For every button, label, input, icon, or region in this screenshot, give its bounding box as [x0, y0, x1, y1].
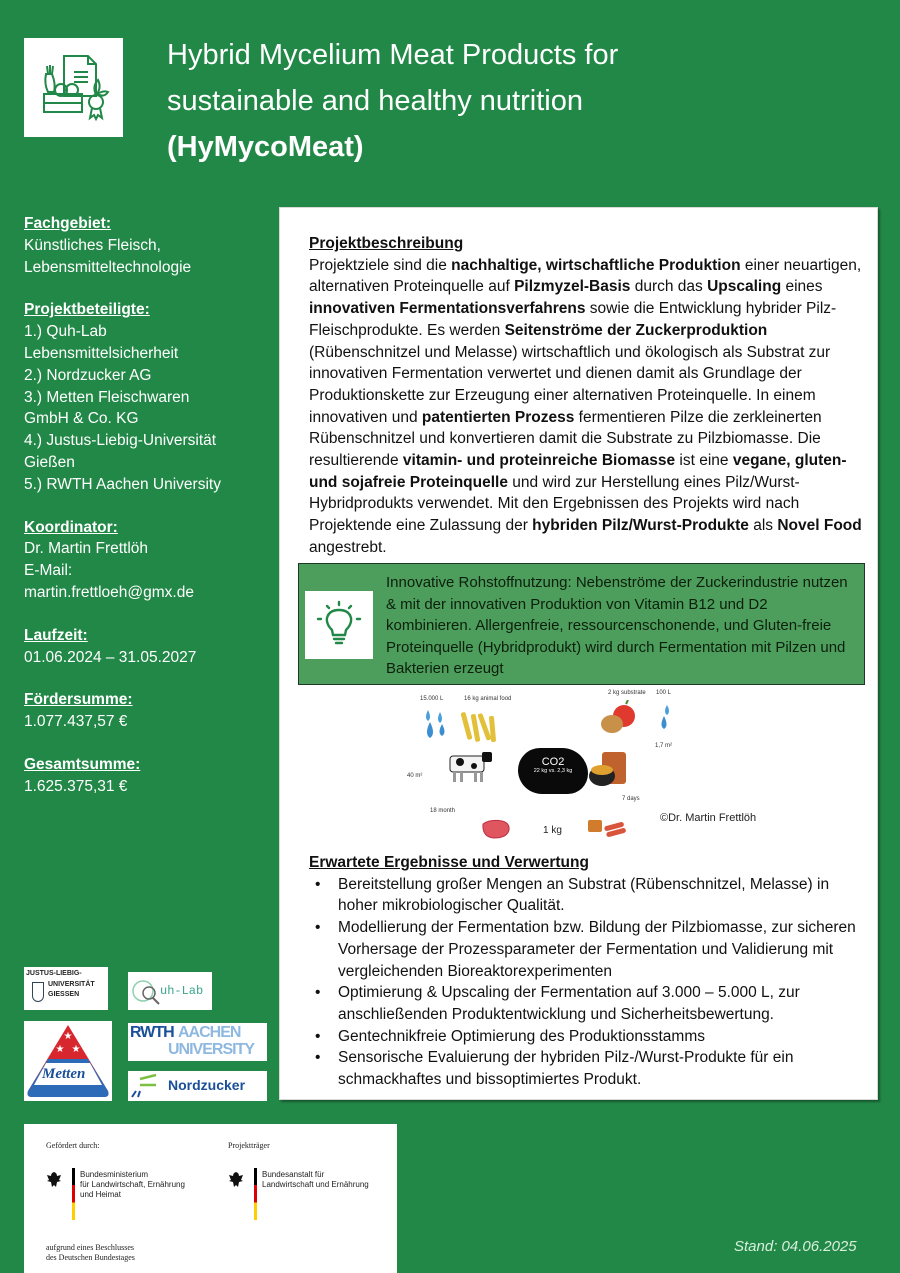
- metten-logo: [24, 1021, 112, 1101]
- foerdersumme-heading: Fördersumme:: [24, 691, 133, 709]
- partner-line: 3.) Metten Fleischwaren: [24, 388, 190, 406]
- body-text: (Rübenschnitzel und Melasse) wirtschaftlich und ökologisch als Substrat zur innovativen Fermentation verwertet und dienen damit als Grundlage der Produktionskette zur Erzeugung einer alternativen Proteinquelle. In einem innovativen und: [309, 343, 831, 426]
- foerdersumme-value: 1.077.437,57 €: [24, 713, 128, 731]
- laufzeit-heading: Laufzeit:: [24, 626, 88, 644]
- fungi-area-label: 1,7 m²: [655, 743, 673, 749]
- emphasis-text: Seitenströme der Zuckerproduktion: [504, 321, 768, 339]
- beteiligte-section: [24, 299, 274, 495]
- description-body: [309, 255, 869, 559]
- status-date: Stand: 04.06.2025: [734, 1238, 857, 1255]
- fachgebiet-line: Künstliches Fleisch,: [24, 236, 161, 254]
- body-text: durch das: [630, 278, 708, 296]
- jlu-line-1: JUSTUS-LIEBIG-: [26, 970, 82, 977]
- innovation-callout: [298, 563, 865, 685]
- water-drops-icon: [658, 704, 672, 730]
- substrate-apple-icon: [598, 700, 638, 736]
- fungi-substrate-label: 2 kg substrate: [608, 690, 646, 696]
- cow-time-label: 18 month: [430, 808, 456, 814]
- resource-comparison-infographic: [390, 688, 770, 848]
- partner-line: Lebensmittelsicherheit: [24, 344, 179, 362]
- projekttraeger-label: Projektträger: [228, 1141, 270, 1150]
- title-line-2: sustainable and healthy nutrition: [167, 85, 583, 117]
- result-item: • Gentechnikfreie Optimierung des Produktionsstamms: [309, 1026, 869, 1048]
- result-item: • Sensorische Evaluierung der hybriden Pilz-/Wurst-Produkte für ein schmackhaftes und bissoptimiertes Produkt.: [309, 1047, 869, 1090]
- fermenter-icon: [586, 750, 632, 792]
- apple-magnifier-icon: [131, 976, 161, 1006]
- ministry-line-2: für Landwirtschaft, Ernährung: [80, 1180, 185, 1189]
- emphasis-text: Novel Food: [777, 517, 862, 535]
- email-link[interactable]: martin.frettloeh@gmx.de: [24, 583, 194, 601]
- jlu-line-2: UNIVERSITÄT: [48, 981, 95, 988]
- beschluss-line-1: aufgrund eines Beschlusses: [46, 1243, 134, 1252]
- rwth-aachen-logo: [128, 1023, 267, 1061]
- body-text: angestrebt.: [309, 538, 387, 556]
- jlu-line-3: GIESSEN: [48, 991, 80, 998]
- partner-line: 4.) Justus-Liebig-Universität: [24, 432, 217, 450]
- svg-text:★: ★: [63, 1031, 73, 1042]
- body-text: fermentieren Pilze die zerkleinerten Rübenschnitzel und konvertieren damit die Substrate zu Pilzbiomasse. Die resultierende: [309, 408, 822, 470]
- co2-title: CO2: [541, 756, 565, 768]
- infographic-copyright: ©Dr. Martin Frettlöh: [660, 812, 757, 824]
- nordzucker-rays-icon: [130, 1073, 158, 1099]
- cow-area-label: 40 m²: [407, 773, 423, 779]
- partner-logos: [24, 967, 270, 1102]
- agency-line-2: Landwirtschaft und Ernährung: [262, 1180, 369, 1189]
- jlu-giessen-logo: [24, 967, 108, 1010]
- laufzeit-section: [24, 625, 274, 669]
- gesamtsumme-value: 1.625.375,31 €: [24, 777, 128, 795]
- description-heading: Projektbeschreibung: [309, 235, 464, 252]
- project-description: [309, 233, 869, 559]
- title-acronym: (HyMycoMeat): [167, 131, 364, 163]
- funding-box: [24, 1124, 397, 1273]
- university-text: UNIVERSITY: [168, 1041, 255, 1058]
- body-text: als: [748, 517, 778, 535]
- beschluss-line-2: des Deutschen Bundestages: [46, 1253, 135, 1262]
- emphasis-text: nachhaltige, wirtschaftliche Produktion: [451, 256, 741, 274]
- foerdersumme-section: [24, 689, 274, 733]
- partner-line: Gießen: [24, 453, 75, 471]
- cow-icon: [446, 748, 496, 784]
- results-heading: Erwartete Ergebnisse und Verwertung: [309, 854, 589, 871]
- cow-water-label: 15.000 L: [420, 696, 444, 702]
- co2-comparison: 22 kg vs. 2,3 kg: [533, 768, 573, 774]
- gesamtsumme-section: [24, 754, 274, 798]
- emphasis-text: innovativen Fermentationsverfahrens: [309, 300, 586, 318]
- fachgebiet-line: Lebensmitteltechnologie: [24, 258, 192, 276]
- aachen-text: AACHEN: [178, 1024, 241, 1041]
- fungi-water-label: 100 L: [656, 690, 672, 696]
- sausage-product-icon: [586, 816, 628, 838]
- emphasis-text: hybriden Pilz/Wurst-Produkte: [532, 517, 749, 535]
- fachgebiet-heading: Fachgebiet:: [24, 215, 111, 232]
- expected-results: [309, 852, 869, 1091]
- grain-feed-icon: [460, 708, 500, 748]
- jlu-shield-icon: [32, 982, 44, 1002]
- body-text: sowie die Entwicklung hybrider Pilz-Fleischprodukte. Es werden: [309, 300, 837, 339]
- result-item: • Bereitstellung großer Mengen an Substrat (Rübenschnitzel, Melasse) in hoher mikrobiologischer Qualität.: [309, 874, 869, 917]
- koordinator-name: Dr. Martin Frettlöh: [24, 540, 149, 558]
- svg-text:★: ★: [71, 1044, 81, 1055]
- gefoerdert-label: Gefördert durch:: [46, 1141, 100, 1150]
- laufzeit-value: 01.06.2024 – 31.05.2027: [24, 648, 197, 666]
- svg-text:★: ★: [55, 1044, 65, 1055]
- callout-icon-box: [305, 591, 373, 659]
- result-item: • Optimierung & Upscaling der Fermentation auf 3.000 – 5.000 L, zur anschließenden Produktentwicklung und Sicherheitsbewertung.: [309, 982, 869, 1025]
- federal-eagle-icon: [228, 1171, 244, 1189]
- emphasis-text: vegane, gluten- und sojafreie Proteinquelle: [309, 452, 847, 491]
- project-logo: [24, 38, 123, 137]
- fungi-time-label: 7 days: [622, 796, 640, 802]
- callout-text: Innovative Rohstoffnutzung: Nebenströme der Zuckerindustrie nutzen & mit der innovativen Produktion von Vitamin B12 und D2 kombinieren. Allergenfreie, ressourcenschonende, und Gluten-freie Proteinquelle (Hybridprodukt) wird durch Fermentation mit Pilzen und Bakterien erzeugt: [386, 574, 848, 677]
- koordinator-section: [24, 517, 274, 604]
- body-text: und wird zur Herstellung eines Pilz/Wurst-Hybridprodukts verwendet. Mit den Ergebnissen des Projekts wird nach Projektende eine Zulassung der: [309, 473, 800, 535]
- steak-icon: [480, 818, 512, 840]
- page-title: [167, 32, 867, 170]
- gesamtsumme-heading: Gesamtsumme:: [24, 755, 141, 773]
- quh-lab-logo: [128, 972, 212, 1010]
- vegetable-crate-document-icon: [34, 48, 114, 128]
- quh-lab-text: uh-Lab: [160, 984, 204, 998]
- beteiligte-heading: Projektbeteiligte:: [24, 301, 150, 319]
- metten-text: Metten: [42, 1066, 86, 1082]
- koordinator-heading: Koordinator:: [24, 518, 118, 536]
- main-content-panel: [279, 207, 878, 1100]
- nordzucker-logo: [128, 1071, 267, 1101]
- agency-line-1: Bundesanstalt für: [262, 1170, 325, 1179]
- emphasis-text: vitamin- und proteinreiche Biomasse: [402, 452, 676, 470]
- partner-line: GmbH & Co. KG: [24, 410, 139, 428]
- nordzucker-text: Nordzucker: [168, 1077, 246, 1093]
- result-item: • Modellierung der Fermentation bzw. Bildung der Pilzbiomasse, zur sicheren Vorhersage der Prozessparameter der Fermentation und Validierung mit vergleichenden Bioreaktorexperimenten: [309, 917, 869, 982]
- fachgebiet-section: [24, 213, 274, 278]
- ministry-line-3: und Heimat: [80, 1190, 121, 1199]
- email-label: E-Mail:: [24, 562, 73, 580]
- federal-eagle-icon: [46, 1171, 62, 1189]
- emphasis-text: patentierten Prozess: [421, 408, 575, 426]
- partner-line: 2.) Nordzucker AG: [24, 366, 152, 384]
- metten-triangle-icon: [24, 1021, 112, 1101]
- emphasis-text: Upscaling: [707, 278, 782, 296]
- results-list: [309, 874, 869, 1091]
- cow-feed-label: 16 kg animal food: [464, 696, 512, 702]
- lightbulb-icon: [314, 600, 364, 650]
- water-drops-icon: [420, 708, 450, 742]
- output-amount: 1 kg: [543, 825, 562, 836]
- body-text: eines: [781, 278, 823, 296]
- german-flag-bar: [72, 1168, 75, 1220]
- co2-cloud: [518, 748, 588, 794]
- ministry-line-1: Bundesministerium: [80, 1170, 149, 1179]
- project-facts-sidebar: [24, 213, 274, 819]
- partner-line: 1.) Quh-Lab: [24, 323, 107, 341]
- partner-line: 5.) RWTH Aachen University: [24, 475, 221, 493]
- emphasis-text: Pilzmyzel-Basis: [514, 278, 631, 296]
- body-text: Projektziele sind die: [309, 256, 452, 274]
- body-text: ist eine: [675, 452, 733, 470]
- body-text: einer neuartigen, alternativen Proteinquelle auf: [309, 256, 862, 296]
- title-line-1: Hybrid Mycelium Meat Products for: [167, 39, 619, 71]
- german-flag-bar: [254, 1168, 257, 1220]
- rwth-text: RWTH: [130, 1024, 174, 1041]
